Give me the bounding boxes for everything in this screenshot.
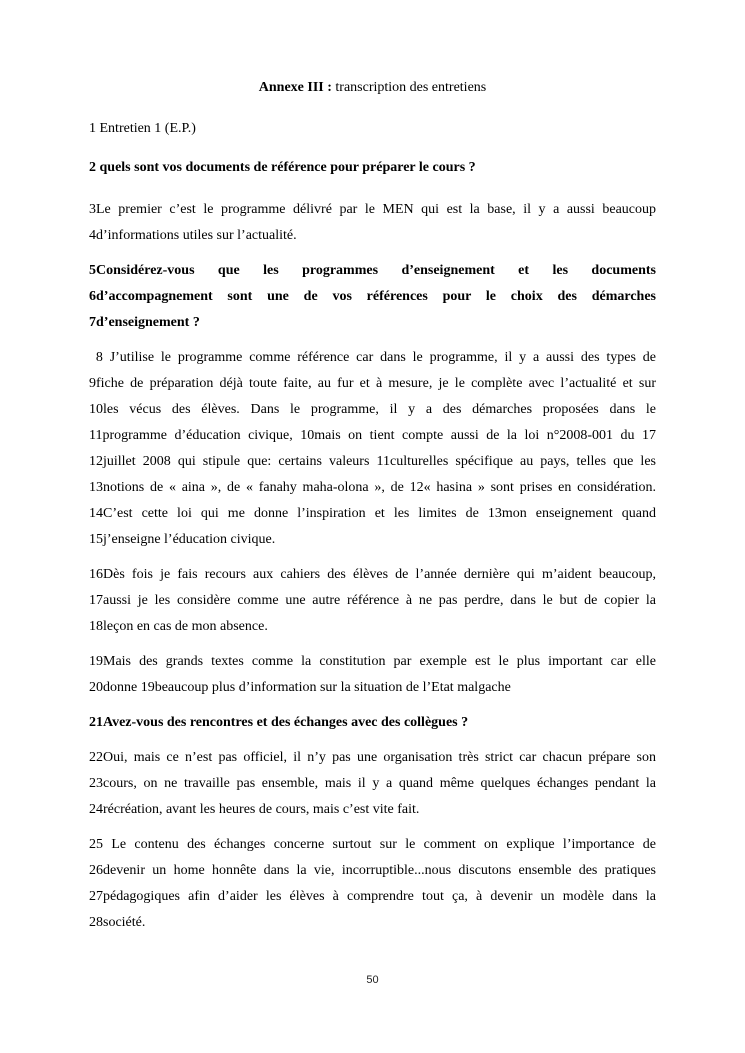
page-number: 50 <box>366 974 379 986</box>
question-5-line-2: 6d’accompagnement sont une de vos références pour le choix des démarches <box>89 289 656 304</box>
answer-25 <box>89 832 656 936</box>
answer-22-line-1: 22Oui, mais ce n’est pas officiel, il n’y pas une organisation très strict car chacun prépare son <box>89 750 656 765</box>
title-bold: Annexe III : <box>258 80 332 95</box>
page-title <box>89 78 656 98</box>
answer-16-line-3: 18leçon en cas de mon absence. <box>89 619 268 634</box>
question-5 <box>89 258 656 336</box>
answer-3-line-1: 3Le premier c’est le programme délivré par le MEN qui est la base, il y a aussi beaucoup <box>89 202 656 217</box>
answer-8-line-7: 14C’est cette loi qui me donne l’inspiration et les limites de 13mon enseignement quand <box>89 506 656 521</box>
answer-8 <box>89 345 656 553</box>
answer-8-line-6: 13notions de « aina », de « fanahy maha-olona », de 12« hasina » sont prises en considération. <box>89 480 656 495</box>
answer-25-line-2: 26devenir un home honnête dans la vie, incorruptible...nous discutons ensemble des pratiques <box>89 863 656 878</box>
title-rest: transcription des entretiens <box>331 80 487 95</box>
answer-8-line-1: 8 J’utilise le programme comme référence car dans le programme, il y a aussi des types de <box>89 350 656 365</box>
answer-8-line-5: 12juillet 2008 qui stipule que: certains valeurs 11culturelles spécifique au pays, telles que les <box>89 454 656 469</box>
answer-25-line-4: 28société. <box>89 915 146 930</box>
answer-19-line-2: 20donne 19beaucoup plus d’information sur la situation de l’Etat malgache <box>89 680 511 695</box>
question-21 <box>89 710 656 736</box>
document-page <box>89 78 656 945</box>
answer-3-line-2: 4d’informations utiles sur l’actualité. <box>89 228 297 243</box>
answer-16 <box>89 562 656 640</box>
answer-22-line-3: 24récréation, avant les heures de cours, mais c’est vite fait. <box>89 802 420 817</box>
answer-25-line-3: 27pédagogiques afin d’aider les élèves à comprendre tout ça, à devenir un modèle dans la <box>89 889 656 904</box>
answer-8-line-3: 10les vécus des élèves. Dans le programme, il y a des démarches proposées dans le <box>89 402 656 417</box>
answer-22 <box>89 745 656 823</box>
answer-19 <box>89 649 656 701</box>
question-21-line-1: 21Avez-vous des rencontres et des échanges avec des collègues ? <box>89 715 469 730</box>
answer-25-line-1: 25 Le contenu des échanges concerne surtout sur le comment on explique l’importance de <box>89 837 656 852</box>
question-5-line-1: 5Considérez-vous que les programmes d’enseignement et les documents <box>89 263 656 278</box>
answer-3 <box>89 197 656 249</box>
answer-22-line-2: 23cours, on ne travaille pas ensemble, mais il y a quand même quelques échanges pendant la <box>89 776 656 791</box>
answer-16-line-1: 16Dès fois je fais recours aux cahiers des élèves de l’année dernière qui m’aident beaucoup, <box>89 567 656 582</box>
answer-16-line-2: 17aussi je les considère comme une autre référence à ne pas perdre, dans le but de copier la <box>89 593 656 608</box>
answer-19-line-1: 19Mais des grands textes comme la constitution par exemple est le plus important car elle <box>89 654 656 669</box>
question-5-line-3: 7d’enseignement ? <box>89 315 200 330</box>
answer-8-line-4: 11programme d’éducation civique, 10mais on tient compte aussi de la loi n°2008-001 du 17 <box>89 428 656 443</box>
answer-8-line-8: 15j’enseigne l’éducation civique. <box>89 532 276 547</box>
question-2: 2 quels sont vos documents de référence pour préparer le cours ? <box>89 160 476 175</box>
answer-8-line-2: 9fiche de préparation déjà toute faite, au fur et à mesure, je le complète avec l’actualité et sur <box>89 376 656 391</box>
interview-heading: 1 Entretien 1 (E.P.) <box>89 121 196 136</box>
